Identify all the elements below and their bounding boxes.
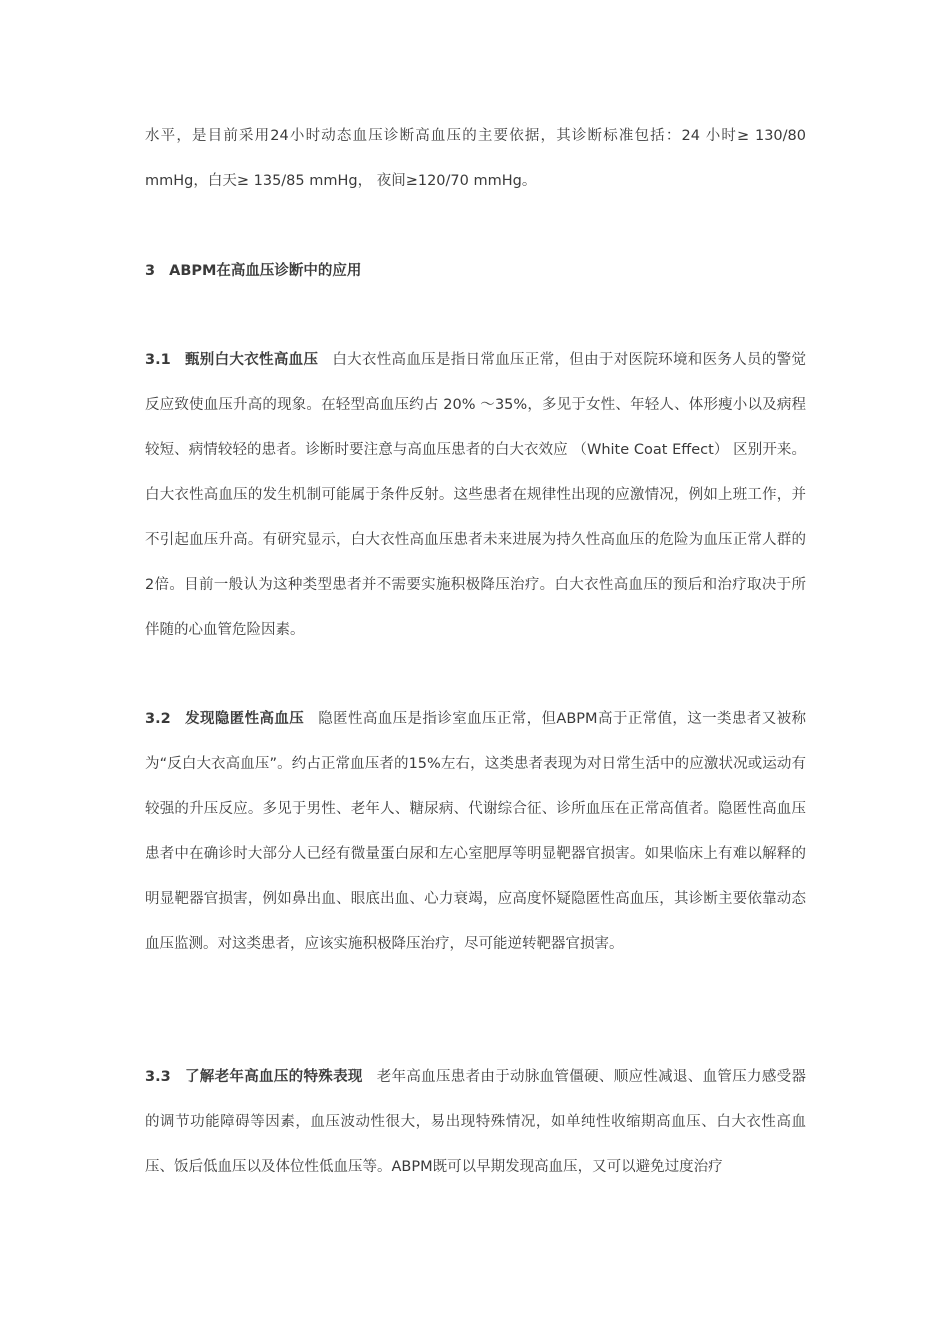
section-3-2-text: 隐匿性高血压是指诊室血压正常，但ABPM高于正常值，这一类患者又被称为“反白大衣高血压”。约占正常血压者的15%左右，这类患者表现为对日常生活中的应激状况或运动有较强的升压反应。多见于男性、老年人、糖尿病、代谢综合征、诊所血压在正常高值者。隐匿性高血压患者中在确诊时大部分人已经有微量蛋白尿和左心室肥厚等明显靶器官损害。如果临床上有难以解释的明显靶器官损害，例如鼻出血、眼底出血、心力衰竭，应高度怀疑隐匿性高血压，其诊断主要依靠动态血压监测。对这类患者，应该实施积极降压治疗，尽可能逆转靶器官损害。 (145, 711, 807, 952)
intro-paragraph: 水平，是目前采用24小时动态血压诊断高血压的主要依据，其诊断标准包括：24 小时≥ 130/80 mmHg，白天≥ 135/85 mmHg， 夜间≥120/70 mmHg。 (145, 128, 806, 189)
section-3-2-title: 发现隐匿性高血压 (184, 711, 305, 727)
section-3-heading (145, 249, 806, 294)
section-3-3-paragraph (145, 1055, 806, 1190)
section-3-2-number: 3.2 (145, 711, 171, 727)
section-3-3-title: 了解老年高血压的特殊表现 (184, 1069, 363, 1085)
section-3-1-text: 白大衣性高血压是指日常血压正常，但由于对医院环境和医务人员的警觉反应致使血压升高的现象。在轻型高血压约占 20% ～35%，多见于女性、年轻人、体形瘦小以及病程较短、病情较轻的患者。诊断时要注意与高血压患者的白大衣效应 （White Coat Effect） 区别开来。白大衣性高血压的发生机制可能属于条件反射。这些患者在规律性出现的应激情况，例如上班工作，并不引起血压升高。有研究显示，白大衣性高血压患者未来进展为持久性高血压的危险为血压正常人群的2倍。目前一般认为这种类型患者并不需要实施积极降压治疗。白大衣性高血压的预后和治疗取决于所伴随的心血管危险因素。 (145, 352, 806, 638)
section-3-number: 3 (145, 263, 156, 279)
section-3-1-number: 3.1 (145, 352, 171, 368)
section-3-2-paragraph (145, 697, 806, 967)
section-3-title: ABPM在高血压诊断中的应用 (169, 263, 362, 279)
section-3-1-title: 甄别白大衣性高血压 (184, 352, 319, 368)
section-3-3-number: 3.3 (145, 1069, 171, 1085)
section-3-1-paragraph (145, 338, 806, 653)
section-3-3-text: 老年高血压患者由于动脉血管僵硬、顺应性减退、血管压力感受器的调节功能障碍等因素，血压波动性很大，易出现特殊情况，如单纯性收缩期高血压、白大衣性高血压、饭后低血压以及体位性低血压等。ABPM既可以早期发现高血压，又可以避免过度治疗 (145, 1069, 806, 1175)
